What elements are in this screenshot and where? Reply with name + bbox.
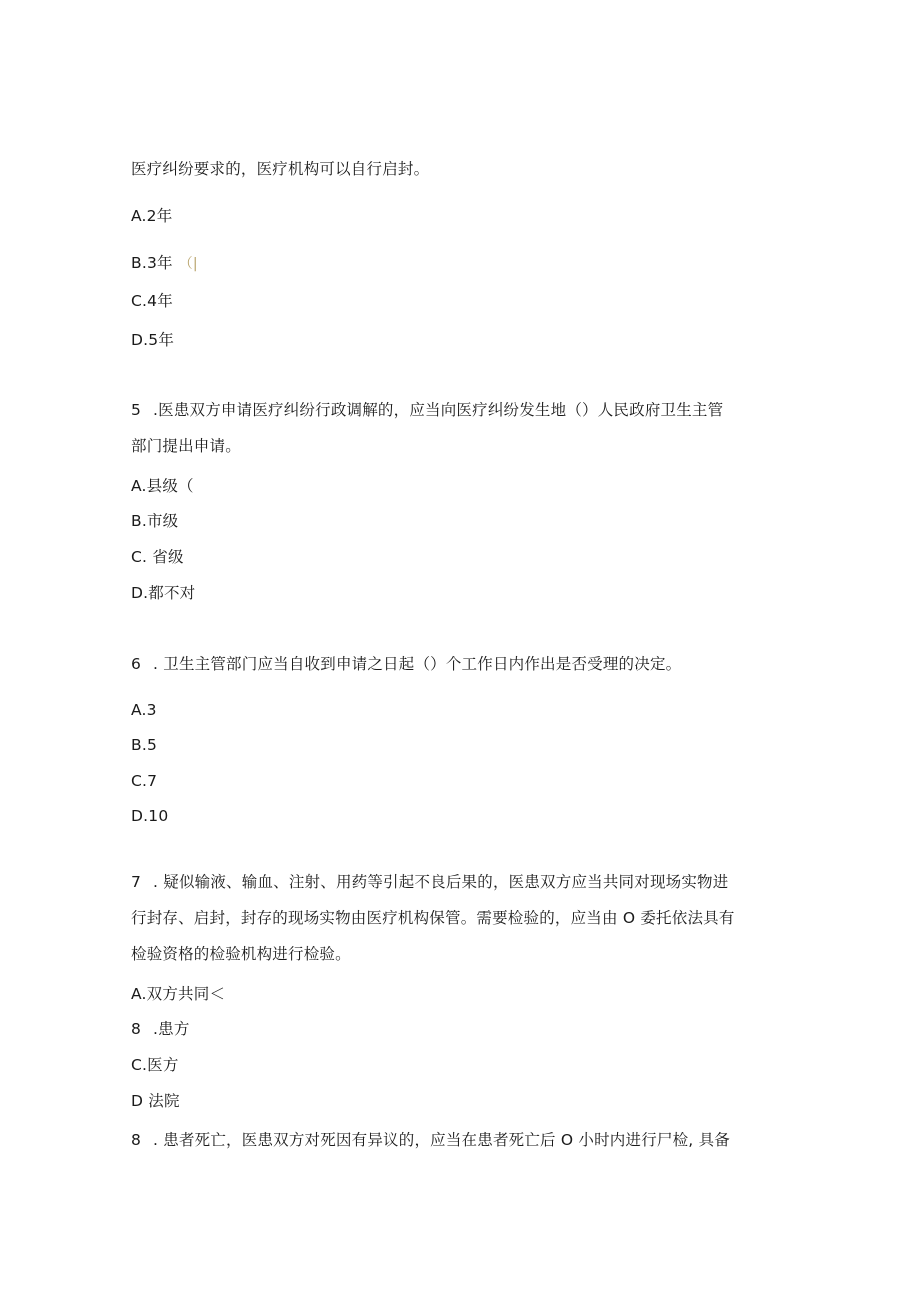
option-d: D.都不对	[131, 584, 196, 602]
question-number: 7	[131, 873, 142, 891]
option-d: D.5年	[131, 331, 175, 349]
option-a: A.双方共同＜	[131, 985, 226, 1003]
handwritten-mark: （|	[178, 256, 198, 272]
question-5	[131, 400, 723, 420]
question-5-continuation: 部门提出申请。	[131, 437, 241, 455]
option-a: A.县级（	[131, 477, 194, 495]
option-b: B.5	[131, 736, 158, 754]
question-6	[131, 654, 681, 674]
option-number: 8	[131, 1020, 142, 1038]
option-d: D 法院	[131, 1092, 180, 1110]
option-b	[131, 253, 198, 274]
option-c: C. 省级	[131, 548, 184, 566]
question-number: 5	[131, 401, 142, 419]
question-7-continuation: 检验资格的检验机构进行检验。	[131, 945, 351, 963]
question-7	[131, 872, 728, 892]
option-b-text: B.3年	[131, 254, 173, 272]
option-a: A.2年	[131, 207, 173, 225]
option-b: B.市级	[131, 512, 179, 530]
option-c: C.7	[131, 772, 158, 790]
option-a: A.3	[131, 701, 157, 719]
question-text: .医患双方申请医疗纠纷行政调解的，应当向医疗纠纷发生地（）人民政府卫生主管	[153, 401, 724, 419]
question-text: . 患者死亡，医患双方对死因有异议的，应当在患者死亡后 O 小时内进行尸检, 具备	[153, 1131, 730, 1149]
option-b	[131, 1019, 190, 1039]
option-c: C.4年	[131, 292, 173, 310]
question-7-continuation: 行封存、启封，封存的现场实物由医疗机构保管。需要检验的，应当由 O 委托依法具有	[131, 909, 735, 927]
question-text: . 卫生主管部门应当自收到申请之日起（）个工作日内作出是否受理的决定。	[153, 655, 682, 673]
option-d: D.10	[131, 807, 169, 825]
option-text: .患方	[153, 1020, 190, 1038]
question-4-continuation: 医疗纠纷要求的，医疗机构可以自行启封。	[131, 160, 430, 178]
question-number: 6	[131, 655, 142, 673]
option-c: C.医方	[131, 1056, 179, 1074]
question-text: . 疑似输液、输血、注射、用药等引起不良后果的，医患双方应当共同对现场实物进	[153, 873, 729, 891]
question-8	[131, 1130, 730, 1150]
question-number: 8	[131, 1131, 142, 1149]
